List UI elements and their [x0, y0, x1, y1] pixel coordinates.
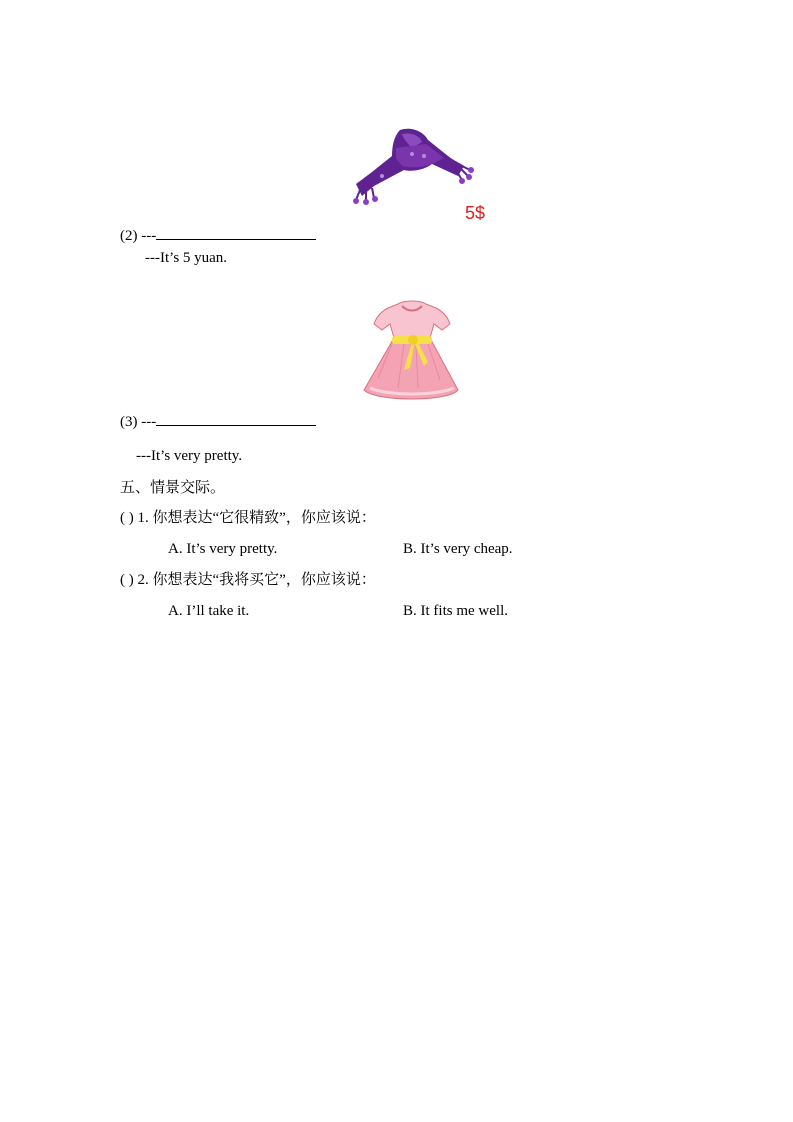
question-stem: 2. 你想表达“我将买它”，你应该说：	[137, 572, 376, 588]
question-3-answer: ---It’s very pretty.	[136, 448, 243, 464]
purple-scarf-icon	[352, 126, 472, 202]
option-a: A. It’s very pretty.	[168, 541, 278, 557]
answer-blank-3[interactable]	[156, 411, 316, 426]
section-5-title: 五、情景交际。	[120, 480, 226, 496]
answer-blank-2[interactable]	[156, 225, 316, 240]
pink-dress-icon	[358, 298, 466, 406]
option-b: B. It’s very cheap.	[403, 541, 513, 557]
price-tag: 5$	[465, 203, 486, 223]
question-2-prompt	[120, 225, 316, 245]
question-3-prompt	[120, 411, 316, 431]
option-a: A. I’ll take it.	[168, 603, 250, 619]
answer-paren[interactable]: ( )	[120, 572, 134, 588]
question-item	[120, 571, 376, 589]
question-3-label: (3) ---	[120, 414, 157, 430]
answer-paren[interactable]: ( )	[120, 510, 134, 526]
option-b: B. It fits me well.	[403, 603, 508, 619]
question-2-answer: ---It’s 5 yuan.	[145, 250, 228, 266]
question-stem: 1. 你想表达“它很精致”，你应该说：	[137, 510, 376, 526]
question-2-label: (2) ---	[120, 228, 157, 244]
question-item	[120, 509, 376, 527]
